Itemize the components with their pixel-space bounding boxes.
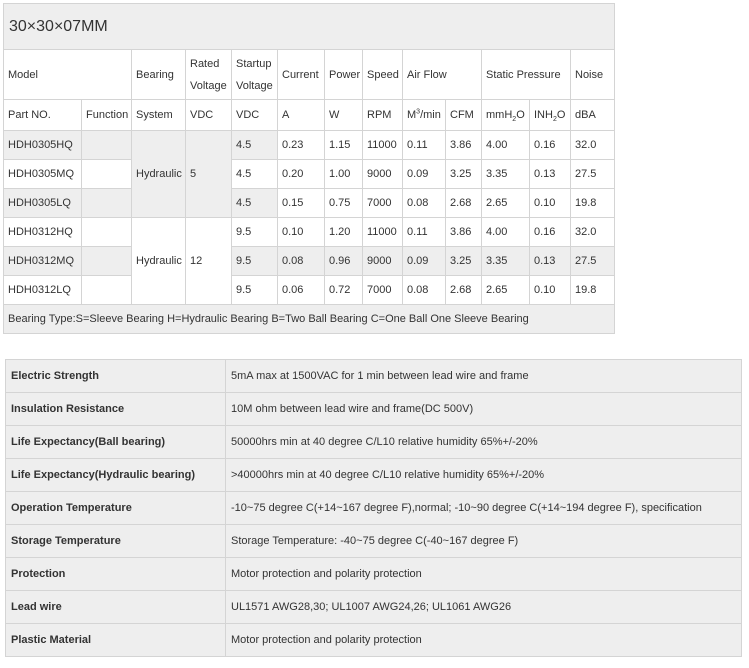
part-number: HDH0305MQ	[4, 160, 82, 189]
pressure-inh2o: 0.10	[530, 189, 571, 218]
startup-voltage: 9.5	[232, 247, 278, 276]
header-startup-voltage: Startup Voltage	[232, 50, 278, 100]
part-number: HDH0312MQ	[4, 247, 82, 276]
spec-label: Life Expectancy(Ball bearing)	[6, 426, 226, 459]
airflow-m3: 0.08	[403, 276, 446, 305]
airflow-m3: 0.09	[403, 160, 446, 189]
noise-dba: 27.5	[571, 247, 615, 276]
power: 1.20	[325, 218, 363, 247]
function-cell	[82, 189, 132, 218]
spec-value: 5mA max at 1500VAC for 1 min between lead wire and frame	[226, 360, 742, 393]
rated-voltage: 5	[186, 131, 232, 218]
part-number: HDH0312LQ	[4, 276, 82, 305]
spec-label: Protection	[6, 558, 226, 591]
spec-label: Insulation Resistance	[6, 393, 226, 426]
header-airflow: Air Flow	[403, 50, 482, 100]
startup-voltage: 4.5	[232, 189, 278, 218]
spec-value: UL1571 AWG28,30; UL1007 AWG24,26; UL1061 AWG26	[226, 591, 742, 624]
spec-value: >40000hrs min at 40 degree C/L10 relative humidity 65%+/-20%	[226, 459, 742, 492]
spec-row	[6, 459, 742, 492]
unit-startup-vdc: VDC	[232, 100, 278, 131]
current: 0.23	[278, 131, 325, 160]
part-number: HDH0312HQ	[4, 218, 82, 247]
unit-rated-vdc: VDC	[186, 100, 232, 131]
header-system: System	[132, 100, 186, 131]
airflow-m3: 0.11	[403, 218, 446, 247]
bearing-system: Hydraulic	[132, 131, 186, 218]
table-row	[4, 218, 615, 247]
startup-voltage: 4.5	[232, 160, 278, 189]
current: 0.15	[278, 189, 325, 218]
header-bearing: Bearing	[132, 50, 186, 100]
part-number: HDH0305LQ	[4, 189, 82, 218]
pressure-mmh2o: 2.65	[482, 276, 530, 305]
bearing-system: Hydraulic	[132, 218, 186, 305]
function-cell	[82, 131, 132, 160]
header-model: Model	[4, 50, 132, 100]
current: 0.10	[278, 218, 325, 247]
spec-row	[6, 426, 742, 459]
function-cell	[82, 218, 132, 247]
function-cell	[82, 276, 132, 305]
pressure-inh2o: 0.13	[530, 160, 571, 189]
spec-row	[6, 492, 742, 525]
spec-value: Storage Temperature: -40~75 degree C(-40~167 degree F)	[226, 525, 742, 558]
noise-dba: 19.8	[571, 189, 615, 218]
spec-value: 50000hrs min at 40 degree C/L10 relative humidity 65%+/-20%	[226, 426, 742, 459]
table-row	[4, 131, 615, 160]
header-part-no: Part NO.	[4, 100, 82, 131]
spec-label: Plastic Material	[6, 624, 226, 657]
power: 1.15	[325, 131, 363, 160]
table-title: 30×30×07MM	[4, 4, 615, 50]
speed-rpm: 9000	[363, 247, 403, 276]
spec-value: Motor protection and polarity protection	[226, 558, 742, 591]
spec-label: Storage Temperature	[6, 525, 226, 558]
power: 0.96	[325, 247, 363, 276]
header-current: Current	[278, 50, 325, 100]
speed-rpm: 11000	[363, 131, 403, 160]
spec-row	[6, 591, 742, 624]
current: 0.06	[278, 276, 325, 305]
speed-rpm: 9000	[363, 160, 403, 189]
airflow-cfm: 3.86	[446, 218, 482, 247]
noise-dba: 27.5	[571, 160, 615, 189]
unit-rpm: RPM	[363, 100, 403, 131]
pressure-inh2o: 0.10	[530, 276, 571, 305]
airflow-cfm: 3.25	[446, 247, 482, 276]
power: 0.75	[325, 189, 363, 218]
rated-voltage: 12	[186, 218, 232, 305]
spec-value: Motor protection and polarity protection	[226, 624, 742, 657]
header-function: Function	[82, 100, 132, 131]
unit-mmh2o: mmH$_2$O	[482, 100, 530, 131]
spec-row	[6, 624, 742, 657]
unit-amp: A	[278, 100, 325, 131]
airflow-cfm: 3.25	[446, 160, 482, 189]
noise-dba: 19.8	[571, 276, 615, 305]
pressure-inh2o: 0.16	[530, 218, 571, 247]
fan-spec-table	[3, 3, 615, 334]
table-row	[4, 189, 615, 218]
spec-row	[6, 393, 742, 426]
power: 0.72	[325, 276, 363, 305]
unit-m3-min: $M^3/\min$	[403, 100, 446, 131]
spec-label: Lead wire	[6, 591, 226, 624]
unit-inh2o: $INH_2O$	[530, 100, 571, 131]
pressure-inh2o: 0.13	[530, 247, 571, 276]
header-row-labels	[4, 50, 615, 100]
function-cell	[82, 160, 132, 189]
spec-row	[6, 525, 742, 558]
characteristics-table	[5, 359, 742, 657]
airflow-m3: 0.08	[403, 189, 446, 218]
spec-label: Operation Temperature	[6, 492, 226, 525]
speed-rpm: 7000	[363, 189, 403, 218]
speed-rpm: 7000	[363, 276, 403, 305]
airflow-m3: 0.09	[403, 247, 446, 276]
pressure-mmh2o: 2.65	[482, 189, 530, 218]
header-noise: Noise	[571, 50, 615, 100]
table-row	[4, 247, 615, 276]
header-power: Power	[325, 50, 363, 100]
pressure-mmh2o: 3.35	[482, 160, 530, 189]
table-row	[4, 276, 615, 305]
airflow-cfm: 3.86	[446, 131, 482, 160]
startup-voltage: 4.5	[232, 131, 278, 160]
unit-dba: dBA	[571, 100, 615, 131]
spec-label: Life Expectancy(Hydraulic bearing)	[6, 459, 226, 492]
unit-watt: W	[325, 100, 363, 131]
part-number: HDH0305HQ	[4, 131, 82, 160]
startup-voltage: 9.5	[232, 218, 278, 247]
header-rated-voltage: Rated Voltage	[186, 50, 232, 100]
power: 1.00	[325, 160, 363, 189]
unit-cfm: CFM	[446, 100, 482, 131]
airflow-m3: 0.11	[403, 131, 446, 160]
current: 0.20	[278, 160, 325, 189]
pressure-mmh2o: 4.00	[482, 131, 530, 160]
bearing-type-footnote: Bearing Type:S=Sleeve Bearing H=Hydraulic Bearing B=Two Ball Bearing C=One Ball One Sleeve Bearing	[4, 305, 615, 334]
spec-row	[6, 360, 742, 393]
function-cell	[82, 247, 132, 276]
spec-value: -10~75 degree C(+14~167 degree F),normal; -10~90 degree C(+14~194 degree F), specification	[226, 492, 742, 525]
pressure-mmh2o: 4.00	[482, 218, 530, 247]
pressure-mmh2o: 3.35	[482, 247, 530, 276]
airflow-cfm: 2.68	[446, 276, 482, 305]
startup-voltage: 9.5	[232, 276, 278, 305]
header-static-pressure: Static Pressure	[482, 50, 571, 100]
spec-row	[6, 558, 742, 591]
speed-rpm: 11000	[363, 218, 403, 247]
noise-dba: 32.0	[571, 131, 615, 160]
airflow-cfm: 2.68	[446, 189, 482, 218]
current: 0.08	[278, 247, 325, 276]
spec-label: Electric Strength	[6, 360, 226, 393]
spec-value: 10M ohm between lead wire and frame(DC 500V)	[226, 393, 742, 426]
table-row	[4, 160, 615, 189]
pressure-inh2o: 0.16	[530, 131, 571, 160]
noise-dba: 32.0	[571, 218, 615, 247]
header-speed: Speed	[363, 50, 403, 100]
header-row-units	[4, 100, 615, 131]
